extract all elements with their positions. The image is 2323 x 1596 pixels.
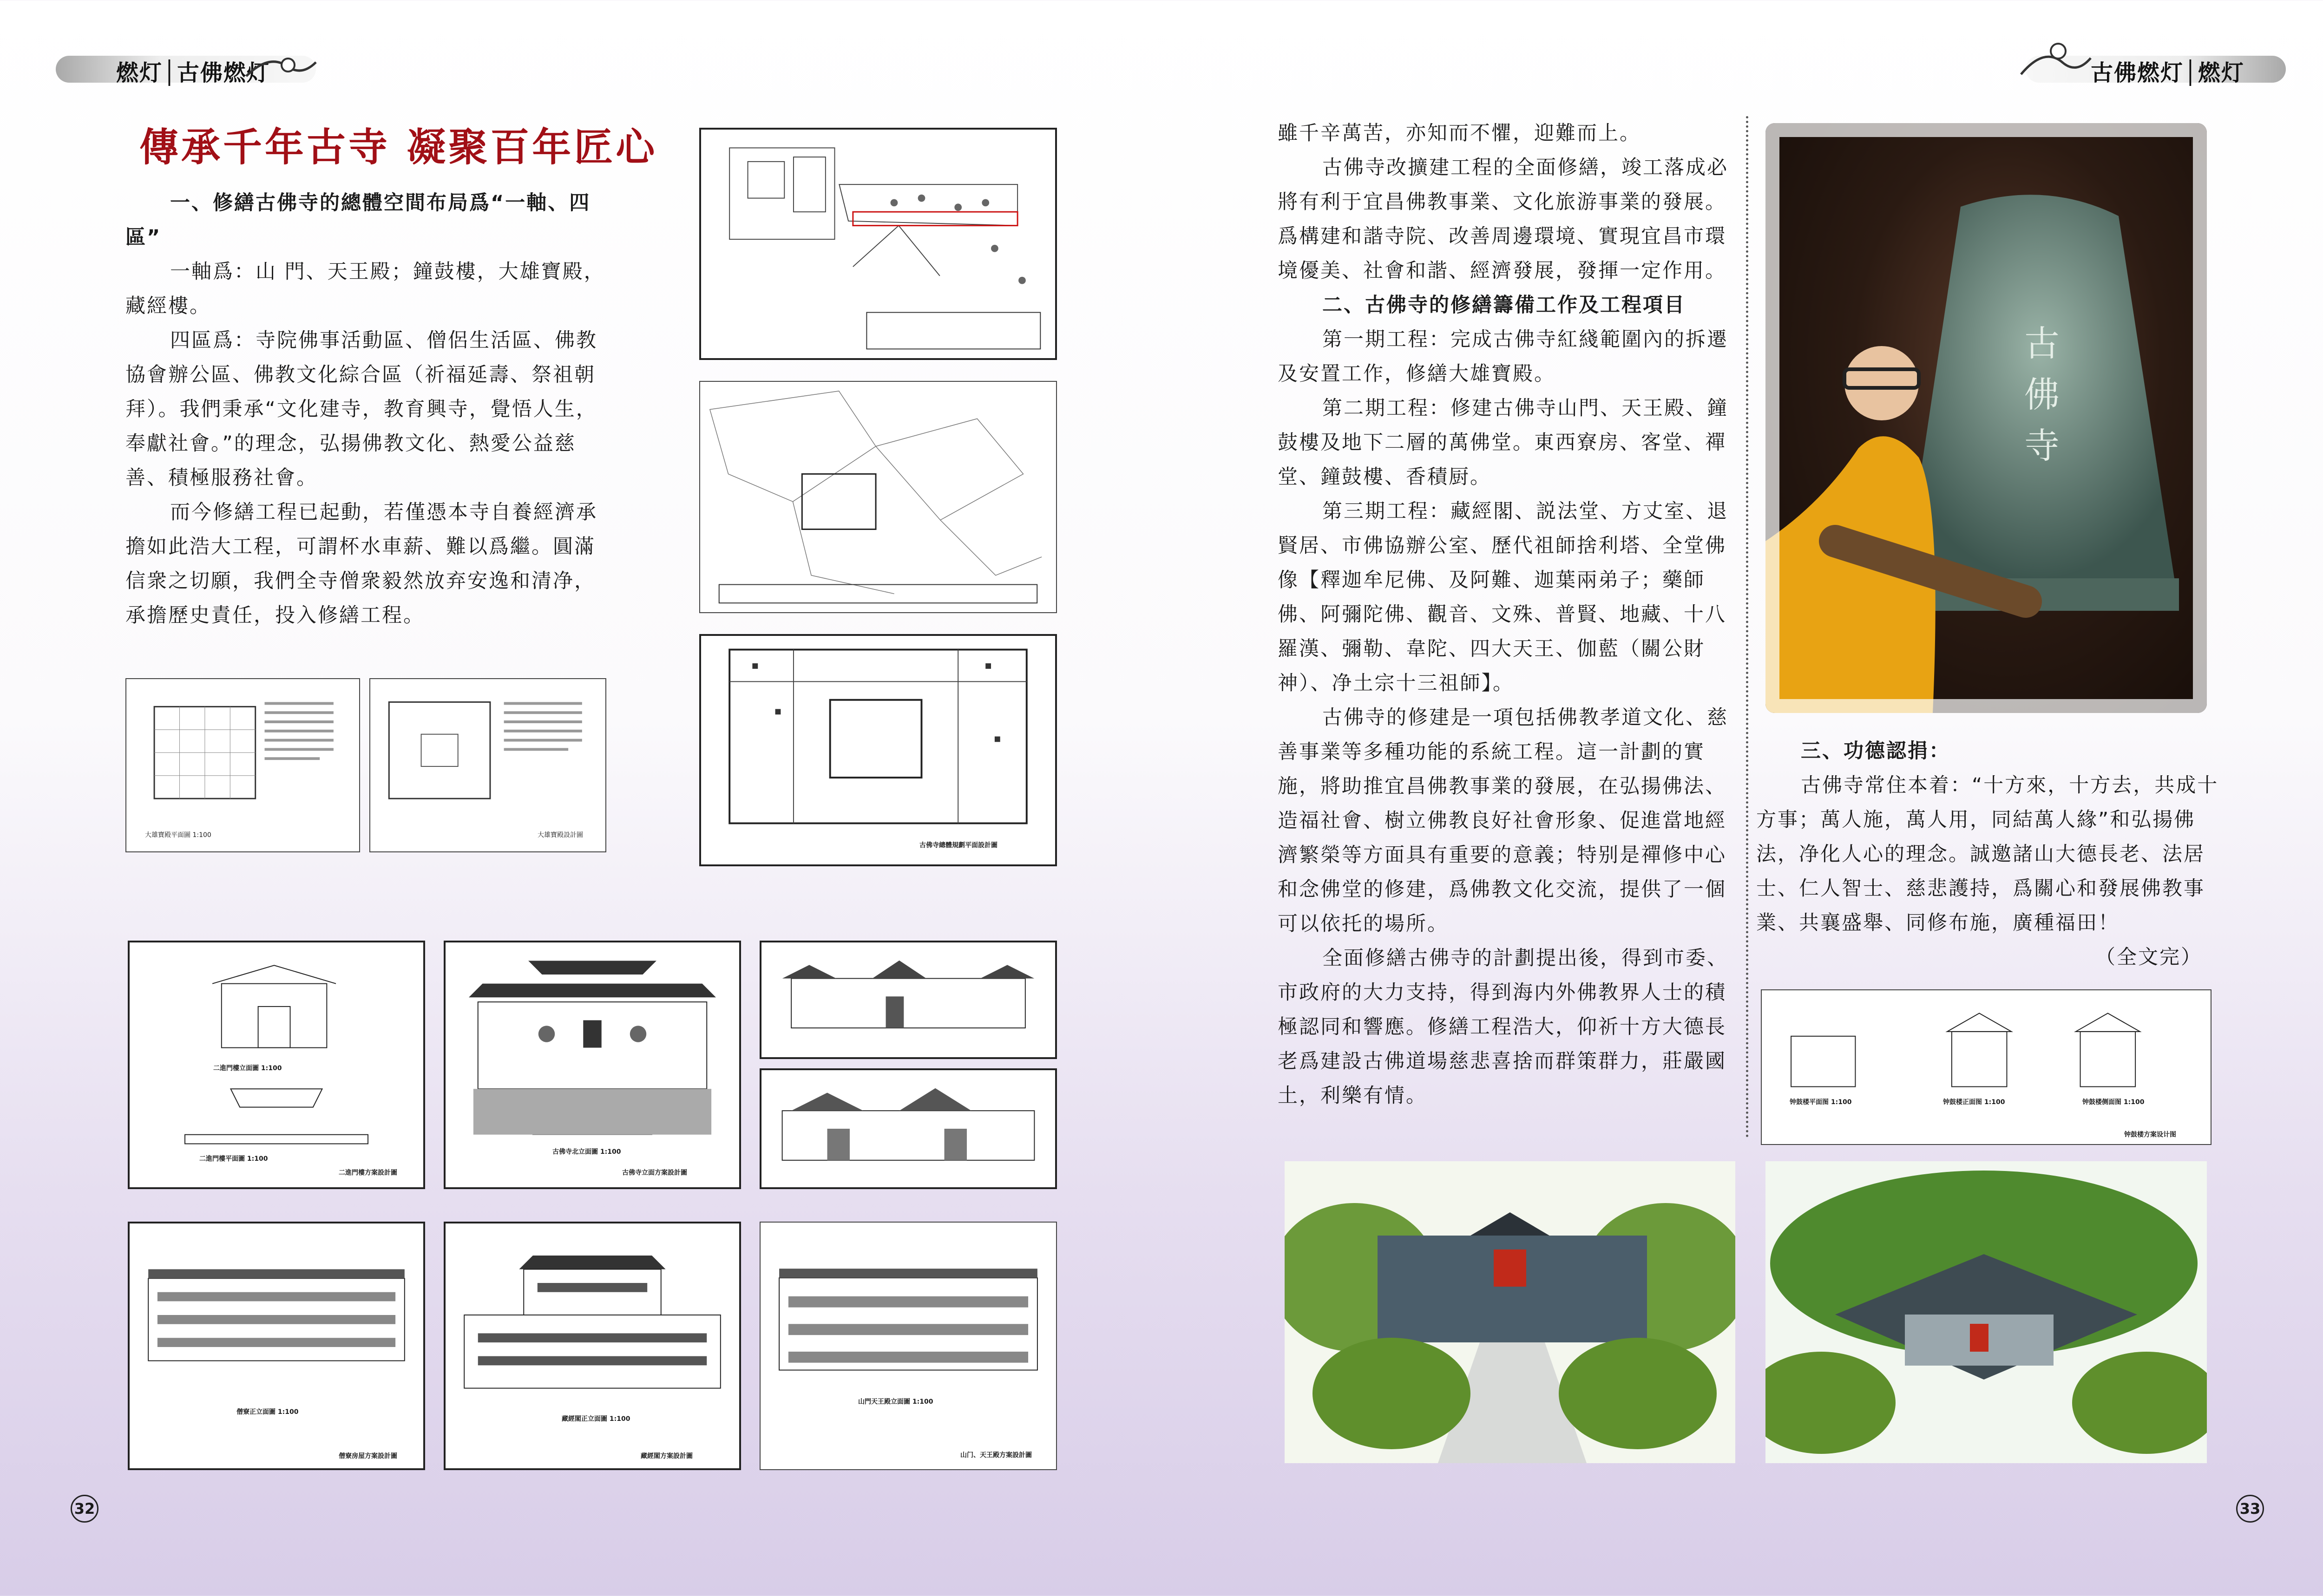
page-number-left: 32 xyxy=(71,1495,98,1523)
bell-tower-design-figure xyxy=(1761,989,2211,1145)
phase1-paragraph: 第一期工程：完成古佛寺紅綫範圍內的拆遷及安置工作，修繕大雄寶殿。 xyxy=(1278,328,1728,386)
dorm-design-caption: 僧寮房屋方案設計圖 xyxy=(339,1452,397,1460)
gatehall-elev-caption: 山門天王殿立面圖 1:100 xyxy=(858,1398,933,1406)
dorm-elevation-figure xyxy=(128,1222,425,1470)
right-header-label: 古佛燃灯│燃灯 xyxy=(2091,60,2244,86)
left-paragraph-1: 一軸爲：山 門、天王殿；鐘鼓樓，大雄寶殿，藏經樓。 xyxy=(125,260,605,318)
right-header-ornament-icon xyxy=(2016,37,2095,84)
section3-heading: 三、功德認捐： xyxy=(1801,739,1950,763)
site-plan-figure-2 xyxy=(699,381,1057,613)
site-plan-figure-1 xyxy=(699,128,1057,360)
gatehall-design-caption: 山门、天王殿方案設計圖 xyxy=(960,1452,1032,1459)
left-column-text xyxy=(125,186,609,633)
middle-paragraph-1: 古佛寺改擴建工程的全面修繕，竣工落成必將有利于宜昌佛教事業、文化旅游事業的發展。爲構建和諧寺院、改善周邊環境、實現宜昌市環境優美、社會和諧、經濟發展，發揮一定作用。 xyxy=(1278,156,1728,282)
site-design-caption: 古佛寺總體規劃平面設計圖 xyxy=(919,842,997,849)
end-mark: （全文完） xyxy=(2095,946,2202,969)
tower-plan-caption: 钟鼓楼平面图 1:100 xyxy=(1790,1099,1852,1106)
right-paragraph-1: 古佛寺常住本着：“十方來，十方去，共成十方事；萬人施，萬人用，同結萬人緣”和弘揚佛法，净化人心的理念。誠邀諸山大德長老、法居士、仁人智士、慈悲護持，爲關心和發展佛教事業、共襄盛舉、同修布施，廣種福田！ xyxy=(1756,774,2219,935)
library-elev-caption: 藏經閣正立面圖 1:100 xyxy=(562,1415,630,1423)
phase2-paragraph: 第二期工程：修建古佛寺山門、天王殿、鐘鼓樓及地下二層的萬佛堂。東西寮房、客堂、禪堂、鐘鼓樓、香積厨。 xyxy=(1278,397,1728,489)
article-title: 傳承千年古寺 凝聚百年匠心 xyxy=(139,124,658,170)
hall-plan-figure xyxy=(125,678,360,852)
temple-front-rendering xyxy=(1285,1161,1735,1463)
main-elevation-figure xyxy=(444,941,741,1189)
section2-heading: 二、古佛寺的修繕籌備工作及工程項目 xyxy=(1322,294,1686,317)
right-column-text xyxy=(1756,734,2221,975)
hall-plan-caption: 大雄寶殿平面圖 1:100 xyxy=(145,831,211,839)
middle-column-text xyxy=(1278,116,1740,1113)
hall-design-figure xyxy=(369,678,606,852)
gatehall-elevation-figure xyxy=(760,1222,1057,1470)
library-design-caption: 藏經閣方案設計圖 xyxy=(641,1452,693,1460)
tower-side-caption: 钟鼓楼侧面图 1:100 xyxy=(2082,1099,2145,1106)
site-design-figure xyxy=(699,634,1057,866)
bell-inscription: 古佛寺 xyxy=(2024,323,2060,466)
phase3-paragraph: 第三期工程：藏經閣、説法堂、方丈室、退賢居、市佛協辦公室、歷代祖師捨利塔、全堂佛像【釋迦牟尼佛、及阿難、迦葉兩弟子；藥師佛、阿彌陀佛、觀音、文殊、普賢、地藏、十八羅漢、彌勒、韋陀、四大天王、伽藍（關公財神）、净土宗十三祖師】。 xyxy=(1278,500,1728,695)
dorm-elev-caption: 僧寮正立面圖 1:100 xyxy=(236,1408,299,1416)
temple-aerial-rendering xyxy=(1765,1161,2207,1463)
gate-design-figure xyxy=(128,941,425,1189)
section1-heading: 一、修繕古佛寺的總體空間布局爲“一軸、四區” xyxy=(125,191,591,249)
left-paragraph-2: 四區爲：寺院佛事活動區、僧侶生活區、佛教協會辦公區、佛教文化綜合區（祈福延壽、祭祖朝拜）。我們秉承“文化建寺，教育興寺，覺悟人生，奉獻社會。”的理念，弘揚佛教文化、熱愛公益慈善、積極服務社會。 xyxy=(125,329,597,490)
left-header-label: 燃灯│古佛燃灯 xyxy=(116,60,270,86)
side-elevation-figure xyxy=(760,941,1057,1059)
middle-paragraph-0: 雖千辛萬苦，亦知而不懼，迎難而上。 xyxy=(1278,122,1641,145)
gate-design-caption: 二進門樓方案設計圖 xyxy=(339,1169,397,1177)
page-number-right: 33 xyxy=(2236,1495,2264,1523)
left-paragraph-3: 而今修繕工程已起動，若僅憑本寺自養經濟承擔如此浩大工程，可謂杯水車薪、難以爲繼。圓滿信衆之切願，我們全寺僧衆毅然放弃安逸和清净，承擔歷史責任，投入修繕工程。 xyxy=(125,501,597,627)
column-divider xyxy=(1746,116,1748,1138)
left-header-ornament-icon xyxy=(242,48,321,84)
gate-elev-caption: 二進門樓立面圖 1:100 xyxy=(213,1065,282,1072)
middle-paragraph-2: 古佛寺的修建是一項包括佛教孝道文化、慈善事業等多種功能的系統工程。這一計劃的實施，將助推宜昌佛教事業的發展，在弘揚佛法、造福社會、樹立佛教良好社會形象、促進當地經濟繁榮等方面具有重要的意義；特别是禪修中心和念佛堂的修建，爲佛教文化交流，提供了一個可以依托的場所。 xyxy=(1278,706,1728,935)
middle-paragraph-3: 全面修繕古佛寺的計劃提出後，得到市委、市政府的大力支持，得到海内外佛教界人士的積極認同和響應。修繕工程浩大，仰祈十方大德長老爲建設古佛道場慈悲喜捨而群策群力，莊嚴國土，利樂有情。 xyxy=(1278,947,1728,1107)
hall-design-caption: 大雄寶殿設計圖 xyxy=(538,831,583,839)
main-elev-caption: 古佛寺北立面圖 1:100 xyxy=(552,1148,621,1156)
bell-monk-photo xyxy=(1765,123,2207,713)
tower-design-caption: 钟鼓楼方案设计图 xyxy=(2124,1131,2176,1138)
main-design-caption: 古佛寺立面方案設計圖 xyxy=(622,1169,687,1177)
library-elevation-figure xyxy=(444,1222,741,1470)
tower-front-caption: 钟鼓楼正面图 1:100 xyxy=(1943,1099,2005,1106)
section-elevation-figure xyxy=(760,1068,1057,1189)
gate-plan-caption: 二進門樓平面圖 1:100 xyxy=(199,1155,268,1163)
